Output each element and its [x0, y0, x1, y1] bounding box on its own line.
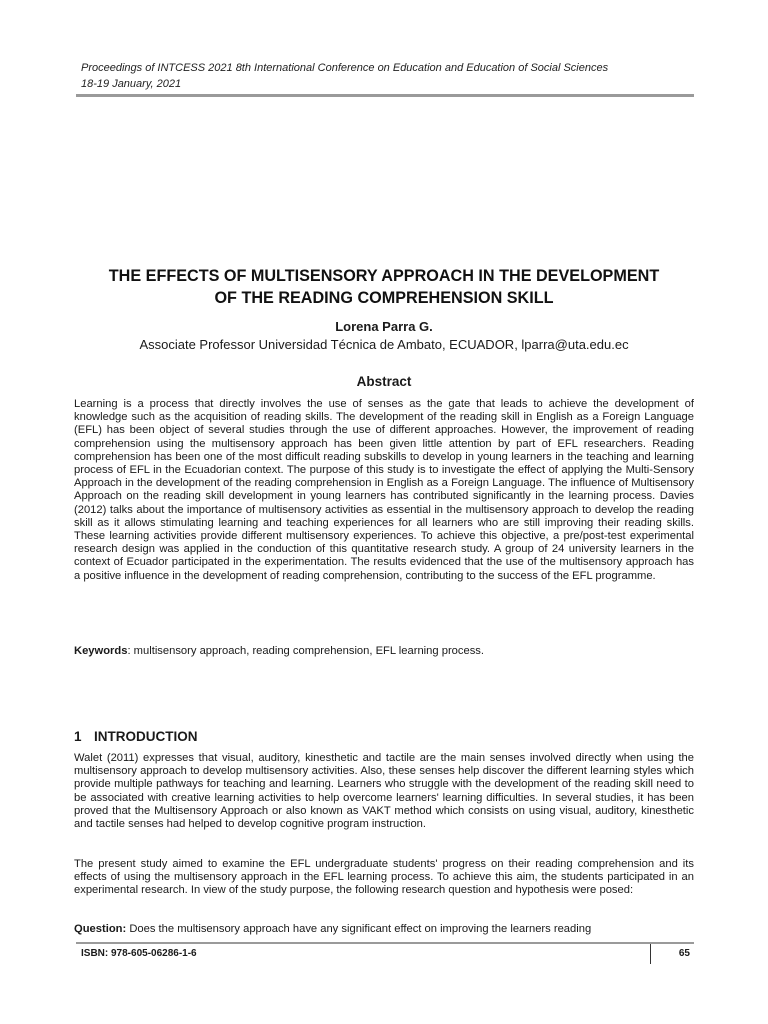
- footer-divider: [650, 944, 651, 964]
- proceedings-title: Proceedings of INTCESS 2021 8th International Conference on Education and Education of Social Sciences: [81, 62, 609, 74]
- footer-isbn: ISBN: 978-605-06286-1-6: [81, 948, 197, 959]
- paper-title-line1: THE EFFECTS OF MULTISENSORY APPROACH IN THE DEVELOPMENT: [108, 267, 660, 285]
- section-title: INTRODUCTION: [94, 729, 198, 744]
- abstract-heading: Abstract: [356, 374, 412, 389]
- paper-title-line2: OF THE READING COMPREHENSION SKILL: [214, 289, 554, 307]
- paper-title: [74, 265, 694, 309]
- intro-paragraph-2: The present study aimed to examine the EFL undergraduate students' progress on their reading comprehension and its effects of using the multisensory approach in the EFL learning process. To achieve this aim, the students participated in an experimental research. In view of the study purpose, the following research question and hypothesis were posed:: [74, 858, 694, 897]
- research-question: [74, 923, 694, 936]
- footer-rule: [76, 942, 694, 944]
- keywords-label: Keywords: [74, 645, 128, 657]
- author-name: Lorena Parra G.: [335, 319, 433, 334]
- proceedings-header: [81, 60, 693, 92]
- question-text: Does the multisensory approach have any significant effect on improving the learners reading: [126, 923, 592, 935]
- keywords-text: : multisensory approach, reading comprehension, EFL learning process.: [127, 645, 484, 657]
- author-affiliation: Associate Professor Universidad Técnica de Ambato, ECUADOR, lparra@uta.edu.ec: [139, 337, 629, 352]
- keywords: [74, 645, 694, 658]
- abstract-body: Learning is a process that directly involves the use of senses as the gate that leads to achieve the development of knowledge such as the acquisition of reading skills. The development of the reading skill in English as a Foreign Language (EFL) has been object of several studies through the use of different approaches. However, the improvement of reading comprehension using the multisensory approach has been given little attention by part of EFL researchers. Reading comprehension has been one of the most difficult reading subskills to develop in young learners in the teaching and learning process of EFL in the Ecuadorian context. The purpose of this study is to investigate the effect of applying the Multi-Sensory Approach in the development of the reading comprehension in English as a Foreign Language. The influence of Multisensory Approach on the reading skill development in young learners has contributed significantly in the learning process. Davies (2012) talks about the importance of multisensory activities as essential in the multisensory approach to develop the reading skill as it allows stimulating learning and teaching experiences for all learners who are still improving their reading skills. These learning activities provide different multisensory experiences. To achieve this objective, a pre/post-test experimental research design was applied in the conduction of this quantitative research study. A group of 24 university learners in the context of Ecuador participated in the experimentation. The results evidenced that the use of the multisensory approach has a positive influence in the development of reading comprehension, contributing to the success of the EFL programme.: [74, 398, 694, 582]
- question-label: Question:: [74, 923, 127, 935]
- page-number: 65: [678, 948, 690, 959]
- intro-paragraph-1: Walet (2011) expresses that visual, auditory, kinesthetic and tactile are the main senses involved directly when using the multisensory approach to develop multisensory activities. Also, these senses help discover the different learning styles which provide multiple pathways for teaching and learning. Learners who struggle with the development of the reading skill need to be associated with creative learning activities to help overcome learners' learning difficulties. In several studies, it has been proved that the Multisensory Approach or also known as VAKT method which consists on using visual, auditory, kinesthetic and tactile senses had helped to develop cognitive program instruction.: [74, 752, 694, 831]
- section-heading-introduction: [74, 728, 694, 746]
- header-rule: [76, 94, 694, 97]
- conference-dates: 18-19 January, 2021: [81, 78, 182, 90]
- section-number: 1: [74, 729, 82, 744]
